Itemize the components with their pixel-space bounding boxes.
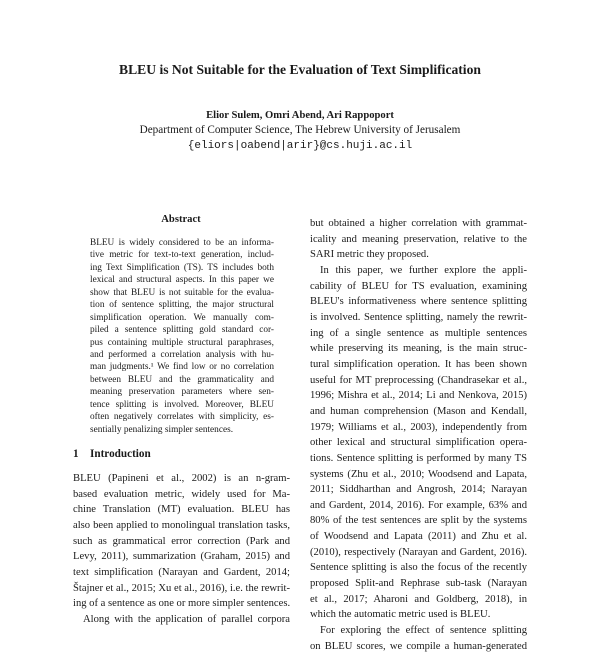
body-line: other lexical and structural simplification opera- xyxy=(310,437,527,449)
abstract-line: man judgments.¹ We find low or no correlation xyxy=(90,362,274,373)
body-line: BLEU's informativeness where sentence splitting xyxy=(310,296,527,308)
paper-email: {eliors|oabend|arir}@cs.huji.ac.il xyxy=(187,140,413,152)
abstract-heading: Abstract xyxy=(161,214,201,225)
abstract-line: lexical and structural aspects. In this paper we xyxy=(90,275,274,286)
body-line: also been applied to monolingual translation tasks, xyxy=(73,519,290,531)
body-line: tural simplification operation. It has been shown xyxy=(310,358,527,370)
body-line: Along with the application of parallel corpora xyxy=(83,613,290,625)
body-line: systems (Zhu et al., 2010; Woodsend and Lapata, xyxy=(310,468,527,480)
abstract-line: sentially penalizing simpler sentences. xyxy=(90,424,234,435)
body-line: based evaluation metric, widely used for Ma- xyxy=(73,488,290,500)
body-line: (2010), respectively (Narayan and Gardent, 2016). xyxy=(310,546,527,558)
body-line: Levy, 2011), summarization (Graham, 2015) and xyxy=(73,551,290,563)
body-line: icality and meaning preservation, relative to the xyxy=(310,233,527,245)
abstract-line: simplification operation. We manually com- xyxy=(90,312,274,323)
abstract-body xyxy=(90,237,274,436)
section-number: 1 xyxy=(73,448,79,460)
body-line: chine Translation (MT) evaluation. BLEU has xyxy=(73,504,290,516)
section-title: Introduction xyxy=(90,448,151,460)
paper-authors: Elior Sulem, Omri Abend, Ari Rappoport xyxy=(206,110,394,121)
body-line: which the automatic metric used is BLEU. xyxy=(310,609,491,621)
abstract-line: between BLEU and the grammaticality and xyxy=(90,374,274,385)
body-line: but obtained a higher correlation with grammat- xyxy=(310,218,527,229)
abstract-line: and performed a correlation analysis with hu- xyxy=(90,349,274,360)
body-line: 80% of the test sentences are split by the systems xyxy=(310,515,527,527)
paper-title: BLEU is Not Suitable for the Evaluation of Text Simplification xyxy=(119,62,481,77)
abstract-line: tive metric for text-to-text generation, includ- xyxy=(90,250,274,261)
abstract-line: ing Text Simplification (TS). TS includes both xyxy=(90,262,274,273)
body-line: Štajner et al., 2015; Xu et al., 2016), i.e. the rewrit- xyxy=(73,582,290,594)
body-line: et al., 2017; Aharoni and Goldberg, 2018), in xyxy=(310,593,527,605)
abstract-line: show that BLEU is not suitable for the evalua- xyxy=(90,287,274,298)
right-column-text xyxy=(310,216,527,654)
abstract-line: often negatively correlates with simplicity, es- xyxy=(90,412,274,423)
body-line: such as grammatical error correction (Park and xyxy=(73,535,290,547)
abstract-line: pus containing multiple structural paraphrases, xyxy=(90,337,274,348)
abstract-line: tion of sentence splitting, the major structural xyxy=(90,300,274,311)
paper-affiliation: Department of Computer Science, The Hebrew University of Jerusalem xyxy=(139,124,461,136)
body-line: and human comprehension (Mason and Kendall, xyxy=(310,405,527,417)
body-line: Sentence splitting is also the focus of the recently xyxy=(310,562,527,574)
body-line: 1996; Mishra et al., 2014; Li and Nenkova, 2015) xyxy=(310,390,527,402)
body-line: For exploring the effect of sentence splitting xyxy=(320,625,527,637)
body-line: while preserving its meaning, is the main struc- xyxy=(310,343,527,355)
body-line: proposed Split-and Rephrase sub-task (Narayan xyxy=(310,578,527,590)
body-line: ing of a single sentence as multiple sentences xyxy=(310,327,527,339)
body-line: text simplification (Narayan and Gardent, 2014; xyxy=(73,566,290,578)
body-line: of Woodsend and Lapata (2011) and Zhu et al. xyxy=(310,531,527,543)
body-line: 1979; Williams et al., 2003), independently from xyxy=(310,421,527,433)
body-line: SARI metric they proposed. xyxy=(310,249,429,261)
abstract-line: tence splitting is involved. Moreover, BLEU xyxy=(90,399,274,410)
body-line: tions. Sentence splitting is performed by many TS xyxy=(310,452,527,464)
left-column-text xyxy=(73,471,290,628)
section-heading-introduction xyxy=(73,448,151,460)
body-line: In this paper, we further explore the appli- xyxy=(320,264,527,276)
body-line: ing of a sentence as one or more simpler sentences. xyxy=(73,598,291,610)
abstract-line: BLEU is widely considered to be an informa- xyxy=(90,238,274,248)
body-line: on BLEU scores, we compile a human-generated xyxy=(310,640,527,652)
abstract-line: piled a sentence splitting gold standard cor- xyxy=(90,325,274,336)
body-line: cability of BLEU for TS evaluation, examining xyxy=(310,280,527,292)
body-line: useful for MT preprocessing (Chandrasekar et al., xyxy=(310,374,527,386)
body-line: and Gardent, 2014, 2016). For example, 63% and xyxy=(310,499,527,511)
body-line: is involved. Sentence splitting, namely the rewrit- xyxy=(310,311,527,323)
body-line: BLEU (Papineni et al., 2002) is an n-gram- xyxy=(73,473,290,484)
abstract-line: meaning preservation parameters where sen- xyxy=(90,387,274,398)
body-line: 2011; Siddharthan and Angrosh, 2014; Narayan xyxy=(310,484,527,496)
